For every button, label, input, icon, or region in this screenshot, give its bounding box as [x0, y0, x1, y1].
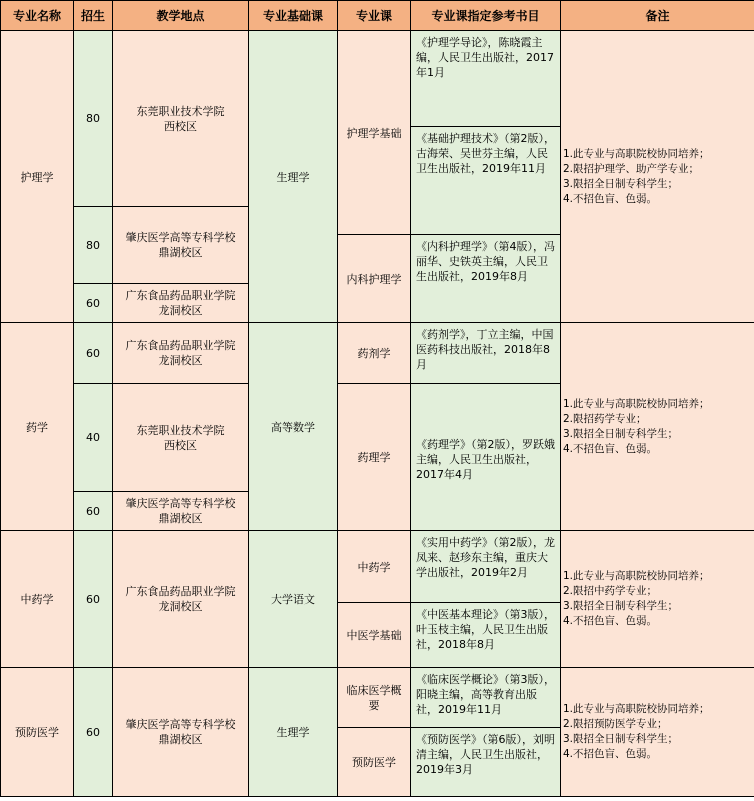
- teaching-location: 肇庆医学高等专科学校 鼎湖校区: [113, 492, 249, 531]
- table-row: [1, 323, 754, 384]
- header-basic-course: 专业基础课: [249, 1, 338, 31]
- enroll-count: 80: [74, 31, 113, 207]
- reference-book: 《基础护理技术》（第2版），古海荣、吴世芬主编，人民卫生出版社，2019年11月: [411, 127, 561, 235]
- teaching-location: 东莞职业技术学院 西校区: [113, 384, 249, 492]
- table-row: [1, 531, 754, 603]
- teaching-location: 东莞职业技术学院 西校区: [113, 31, 249, 207]
- enroll-count: 80: [74, 207, 113, 284]
- basic-course: 高等数学: [249, 323, 338, 531]
- course-name: 药剂学: [338, 323, 411, 384]
- course-name: 中药学: [338, 531, 411, 603]
- reference-book: 《实用中药学》（第2版），龙凤来、赵珍东主编，重庆大学出版社，2019年2月: [411, 531, 561, 603]
- remarks: 1.此专业与高职院校协同培养； 2.限招药学专业； 3.限招全日制专科学生； 4.不招色盲、色弱。: [561, 323, 754, 531]
- remarks: 1.此专业与高职院校协同培养； 2.限招中药学专业； 3.限招全日制专科学生； 4.不招色盲、色弱。: [561, 531, 754, 668]
- reference-book: 《中医基本理论》（第3版），叶玉枝主编，人民卫生出版社，2018年8月: [411, 603, 561, 668]
- enroll-count: 60: [74, 323, 113, 384]
- enroll-count: 60: [74, 492, 113, 531]
- course-name: 内科护理学: [338, 235, 411, 323]
- major-name: 药学: [1, 323, 74, 531]
- header-major: 专业名称: [1, 1, 74, 31]
- course-name: 预防医学: [338, 728, 411, 797]
- reference-book: 《药剂学》，丁立主编，中国医药科技出版社，2018年8月: [411, 323, 561, 384]
- teaching-location: 广东食品药品职业学院 龙洞校区: [113, 284, 249, 323]
- teaching-location: 广东食品药品职业学院 龙洞校区: [113, 323, 249, 384]
- header-course: 专业课: [338, 1, 411, 31]
- basic-course: 大学语文: [249, 531, 338, 668]
- course-name: 护理学基础: [338, 31, 411, 235]
- teaching-location: 肇庆医学高等专科学校 鼎湖校区: [113, 207, 249, 284]
- enroll-count: 60: [74, 531, 113, 668]
- table-row: [1, 668, 754, 728]
- remarks: 1.此专业与高职院校协同培养； 2.限招预防医学专业； 3.限招全日制专科学生； 4.不招色盲、色弱。: [561, 668, 754, 797]
- enroll-count: 60: [74, 284, 113, 323]
- basic-course: 生理学: [249, 31, 338, 323]
- remarks: 1.此专业与高职院校协同培养； 2.限招护理学、助产学专业； 3.限招全日制专科学生； 4.不招色盲、色弱。: [561, 31, 754, 323]
- course-name: 临床医学概要: [338, 668, 411, 728]
- header-remarks: 备注: [561, 1, 754, 31]
- header-location: 教学地点: [113, 1, 249, 31]
- major-name: 护理学: [1, 31, 74, 323]
- table-row: [1, 31, 754, 127]
- teaching-location: 广东食品药品职业学院 龙洞校区: [113, 531, 249, 668]
- header-enroll: 招生: [74, 1, 113, 31]
- header-books: 专业课指定参考书目: [411, 1, 561, 31]
- reference-book: 《预防医学》（第6版），刘明清主编，人民卫生出版社，2019年3月: [411, 728, 561, 797]
- major-name: 预防医学: [1, 668, 74, 797]
- reference-book: 《护理学导论》，陈晓霞主编，人民卫生出版社，2017年1月: [411, 31, 561, 127]
- basic-course: 生理学: [249, 668, 338, 797]
- enroll-count: 60: [74, 668, 113, 797]
- header-row: [1, 1, 754, 31]
- teaching-location: 肇庆医学高等专科学校 鼎湖校区: [113, 668, 249, 797]
- major-name: 中药学: [1, 531, 74, 668]
- course-name: 中医学基础: [338, 603, 411, 668]
- reference-book: 《药理学》（第2版），罗跃娥主编，人民卫生出版社，2017年4月: [411, 384, 561, 531]
- enroll-count: 40: [74, 384, 113, 492]
- reference-book: 《临床医学概论》（第3版），阳晓主编，高等教育出版社，2019年11月: [411, 668, 561, 728]
- reference-book: 《内科护理学》（第4版），冯丽华、史铁英主编，人民卫生出版社，2019年8月: [411, 235, 561, 323]
- course-name: 药理学: [338, 384, 411, 531]
